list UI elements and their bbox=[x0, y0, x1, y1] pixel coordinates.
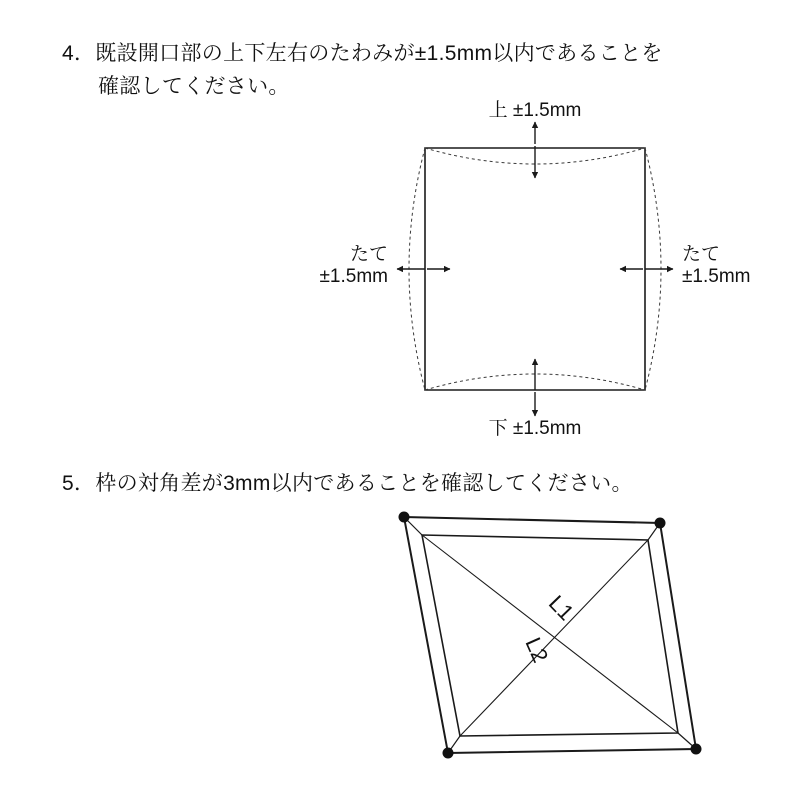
frame-diagonal-diagram bbox=[360, 505, 740, 775]
label-left-line1: たて bbox=[349, 244, 388, 265]
corner-dot-top-right bbox=[655, 518, 666, 529]
corner-dot-top-left bbox=[399, 512, 410, 523]
label-diagonal-1: L1 bbox=[543, 590, 579, 626]
instruction-4-number: 4． bbox=[62, 42, 96, 65]
label-top: 上 ±1.5mm bbox=[488, 100, 582, 121]
diagonal-line-l1 bbox=[460, 540, 648, 736]
frame-outer-outline bbox=[404, 517, 696, 753]
instruction-item-4 bbox=[62, 38, 752, 103]
instruction-5-number: 5． bbox=[62, 472, 96, 495]
diagonal-line-l2 bbox=[422, 535, 678, 733]
instruction-item-5 bbox=[62, 468, 752, 501]
opening-frame-outline bbox=[425, 148, 645, 390]
corner-dot-bottom-right bbox=[691, 744, 702, 755]
instruction-5-line1: 枠の対角差が3mm以内であることを確認してください。 bbox=[95, 472, 633, 495]
opening-deflection-diagram bbox=[300, 100, 751, 440]
instruction-4-line1: 既設開口部の上下左右のたわみが±1.5mm以内であることを bbox=[95, 42, 663, 65]
corner-dot-bottom-left bbox=[443, 748, 454, 759]
instruction-4-line2: 確認してください。 bbox=[98, 74, 290, 98]
label-bottom: 下 ±1.5mm bbox=[488, 418, 582, 439]
label-right-line2: ±1.5mm bbox=[682, 266, 751, 287]
label-left-line2: ±1.5mm bbox=[319, 266, 388, 287]
label-right-line1: たて bbox=[682, 244, 721, 265]
label-diagonal-2: L2 bbox=[520, 633, 554, 667]
